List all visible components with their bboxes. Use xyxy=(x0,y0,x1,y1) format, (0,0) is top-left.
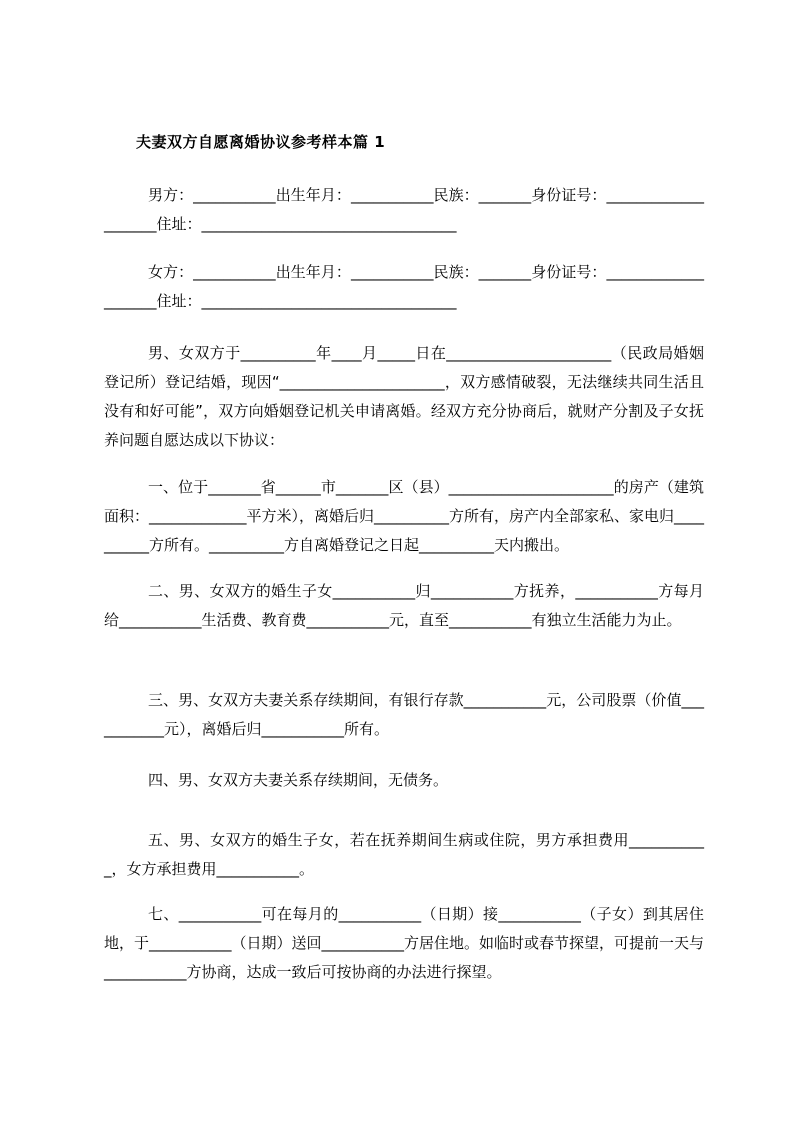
paragraph-preamble: 男、女双方于__________年____月_____日在______________________（民政局婚姻登记所）登记结婚，现因“______________________，双方感情破裂，无法继续共同生活且没有和好可能”，双方向婚姻登记机关申请离婚。经双方充分协商后，就财产分割及子女抚养问题自愿达成以下协议： xyxy=(104,344,704,449)
paragraph-man-info: 男方：___________出生年月：___________民族：_______身份证号：____________________住址：__________________________________ xyxy=(104,186,704,233)
paragraph-clause-4-debt: 四、男、女双方夫妻关系存续期间，无债务。 xyxy=(148,771,449,789)
paragraph-clause-1-property: 一、位于_______省______市_______区（县）______________________的房产（建筑面积：_____________平方米），离婚后归__________方所有，房产内全部家私、家电归__________方所有。__________方自离婚登记之日起__________天内搬出。 xyxy=(104,478,705,554)
paragraph-clause-5-medical: 五、男、女双方的婚生子女，若在抚养期间生病或住院，男方承担费用___________，女方承担费用___________。 xyxy=(104,831,704,878)
paragraph-woman-info: 女方：___________出生年月：___________民族：_______身份证号：____________________住址：__________________________________ xyxy=(104,263,704,310)
document-title: 夫妻双方自愿离婚协议参考样本篇 1 xyxy=(136,133,386,151)
paragraph-clause-2-custody: 二、男、女双方的婚生子女___________归___________方抚养，___________方每月给___________生活费、教育费___________元，直至___________有独立生活能力为止。 xyxy=(104,582,704,629)
paragraph-clause-3-savings: 三、男、女双方夫妻关系存续期间，有银行存款___________元，公司股票（价值___________元），离婚后归___________所有。 xyxy=(104,691,704,738)
paragraph-clause-7-visitation: 七、___________可在每月的___________（日期）接___________（子女）到其居住地，于___________（日期）送回___________方居住地。如临时或春节探望，可提前一天与___________方协商，达成一致后可按协商的办法进行探望。 xyxy=(104,905,705,981)
